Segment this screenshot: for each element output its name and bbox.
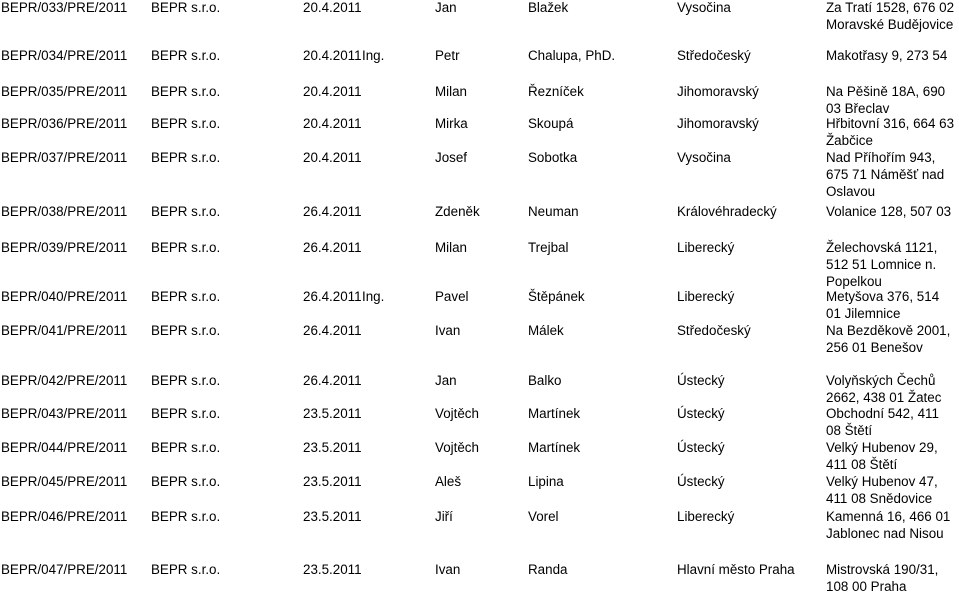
last-name: Randa	[528, 562, 568, 577]
record-id: BEPR/045/PRE/2011	[1, 474, 128, 489]
last-name: Balko	[528, 373, 562, 388]
record-date: 20.4.2011	[303, 48, 362, 63]
first-name: Milan	[435, 240, 467, 255]
record-date: 26.4.2011	[303, 373, 362, 388]
record-date: 23.5.2011	[303, 440, 362, 455]
record-date: 20.4.2011	[303, 84, 362, 99]
record-id: BEPR/038/PRE/2011	[1, 204, 128, 219]
organization: BEPR s.r.o.	[151, 150, 221, 165]
organization: BEPR s.r.o.	[151, 562, 221, 577]
address-line: Želechovská 1121,	[826, 240, 938, 255]
region: Královéhradecký	[677, 204, 777, 219]
last-name: Skoupá	[528, 116, 574, 131]
region: Hlavní město Praha	[677, 562, 795, 577]
address-line: Moravské Budějovice	[826, 17, 954, 32]
region: Vysočina	[677, 150, 731, 165]
first-name: Ivan	[435, 323, 461, 338]
last-name: Štěpánek	[528, 289, 585, 304]
first-name: Ivan	[435, 562, 461, 577]
region: Vysočina	[677, 0, 731, 15]
region: Liberecký	[677, 240, 735, 255]
first-name: Jan	[435, 373, 457, 388]
address-line: Velký Hubenov 47,	[826, 474, 938, 489]
record-id: BEPR/034/PRE/2011	[1, 48, 128, 63]
organization: BEPR s.r.o.	[151, 440, 221, 455]
organization: BEPR s.r.o.	[151, 0, 221, 15]
first-name: Petr	[435, 48, 460, 63]
address-line: Kamenná 16, 466 01	[826, 509, 951, 524]
organization: BEPR s.r.o.	[151, 474, 221, 489]
record-id: BEPR/036/PRE/2011	[1, 116, 128, 131]
organization: BEPR s.r.o.	[151, 204, 221, 219]
organization: BEPR s.r.o.	[151, 289, 221, 304]
record-id: BEPR/040/PRE/2011	[1, 289, 128, 304]
address-line: Velký Hubenov 29,	[826, 440, 938, 455]
first-name: Milan	[435, 84, 467, 99]
record-id: BEPR/043/PRE/2011	[1, 406, 128, 421]
address-line: Na Pěšině 18A, 690	[826, 84, 946, 99]
first-name: Aleš	[435, 474, 462, 489]
address-line: Žabčice	[826, 133, 873, 148]
record-date: 23.5.2011	[303, 406, 362, 421]
organization: BEPR s.r.o.	[151, 406, 221, 421]
last-name: Řezníček	[528, 84, 584, 99]
region: Středočeský	[677, 48, 751, 63]
last-name: Sobotka	[528, 150, 578, 165]
address-line: 256 01 Benešov	[826, 340, 923, 355]
record-date: 23.5.2011	[303, 509, 362, 524]
record-date: 23.5.2011	[303, 474, 362, 489]
address-line: Jablonec nad Nisou	[826, 526, 944, 541]
record-date: 20.4.2011	[303, 0, 362, 15]
address-line: Hřbitovní 316, 664 63	[826, 116, 955, 131]
region: Ústecký	[677, 440, 725, 455]
record-date: 23.5.2011	[303, 562, 362, 577]
address-line: Za Tratí 1528, 676 02	[826, 0, 955, 15]
address-line: Volanice 128, 507 03	[826, 204, 952, 219]
last-name: Lipina	[528, 474, 564, 489]
record-id: BEPR/035/PRE/2011	[1, 84, 128, 99]
first-name: Vojtěch	[435, 440, 479, 455]
address-line: 2662, 438 01 Žatec	[826, 390, 942, 405]
address-line: Obchodní 542, 411	[826, 406, 939, 421]
address-line: Oslavou	[826, 184, 876, 199]
first-name: Zdeněk	[435, 204, 480, 219]
record-id: BEPR/047/PRE/2011	[1, 562, 128, 577]
record-date: 26.4.2011	[303, 240, 362, 255]
record-id: BEPR/041/PRE/2011	[1, 323, 128, 338]
record-date: 26.4.2011	[303, 289, 362, 304]
address-line: Popelkou	[826, 274, 882, 289]
last-name: Vorel	[528, 509, 559, 524]
last-name: Málek	[528, 323, 564, 338]
academic-title: Ing.	[362, 289, 385, 304]
organization: BEPR s.r.o.	[151, 323, 221, 338]
first-name: Jiří	[435, 509, 453, 524]
address-line: 512 51 Lomnice n.	[826, 257, 937, 272]
record-id: BEPR/044/PRE/2011	[1, 440, 128, 455]
address-line: Na Bezděkově 2001,	[826, 323, 951, 338]
address-line: 411 08 Štětí	[826, 457, 898, 472]
address-line: 01 Jilemnice	[826, 306, 901, 321]
region: Liberecký	[677, 289, 735, 304]
record-date: 26.4.2011	[303, 204, 362, 219]
address-line: 675 71 Náměšť nad	[826, 167, 945, 182]
address-line: Nad Příhořím 943,	[826, 150, 936, 165]
record-id: BEPR/046/PRE/2011	[1, 509, 128, 524]
address-line: Mistrovská 190/31,	[826, 562, 939, 577]
first-name: Josef	[435, 150, 468, 165]
address-line: Volyňských Čechů	[826, 373, 936, 388]
record-date: 20.4.2011	[303, 116, 362, 131]
address-line: 08 Štětí	[826, 423, 873, 438]
organization: BEPR s.r.o.	[151, 373, 221, 388]
record-id: BEPR/039/PRE/2011	[1, 240, 128, 255]
region: Ústecký	[677, 406, 725, 421]
record-date: 20.4.2011	[303, 150, 362, 165]
last-name: Neuman	[528, 204, 579, 219]
record-id: BEPR/037/PRE/2011	[1, 150, 128, 165]
address-line: 108 00 Praha	[826, 579, 907, 594]
region: Jihomoravský	[677, 84, 759, 99]
first-name: Vojtěch	[435, 406, 479, 421]
first-name: Jan	[435, 0, 457, 15]
last-name: Martínek	[528, 440, 581, 455]
region: Středočeský	[677, 323, 751, 338]
address-line: Makotřasy 9, 273 54	[826, 48, 948, 63]
region: Ústecký	[677, 474, 725, 489]
last-name: Blažek	[528, 0, 569, 15]
organization: BEPR s.r.o.	[151, 240, 221, 255]
record-date: 26.4.2011	[303, 323, 362, 338]
first-name: Pavel	[435, 289, 469, 304]
organization: BEPR s.r.o.	[151, 84, 221, 99]
record-id: BEPR/042/PRE/2011	[1, 373, 128, 388]
first-name: Mirka	[435, 116, 468, 131]
organization: BEPR s.r.o.	[151, 48, 221, 63]
academic-title: Ing.	[362, 48, 385, 63]
last-name: Chalupa, PhD.	[528, 48, 616, 63]
region: Liberecký	[677, 509, 735, 524]
region: Jihomoravský	[677, 116, 759, 131]
organization: BEPR s.r.o.	[151, 509, 221, 524]
last-name: Martínek	[528, 406, 581, 421]
address-line: 03 Břeclav	[826, 101, 890, 116]
region: Ústecký	[677, 373, 725, 388]
last-name: Trejbal	[528, 240, 569, 255]
address-line: Metyšova 376, 514	[826, 289, 940, 304]
organization: BEPR s.r.o.	[151, 116, 221, 131]
record-id: BEPR/033/PRE/2011	[1, 0, 128, 15]
address-line: 411 08 Snědovice	[826, 491, 933, 506]
